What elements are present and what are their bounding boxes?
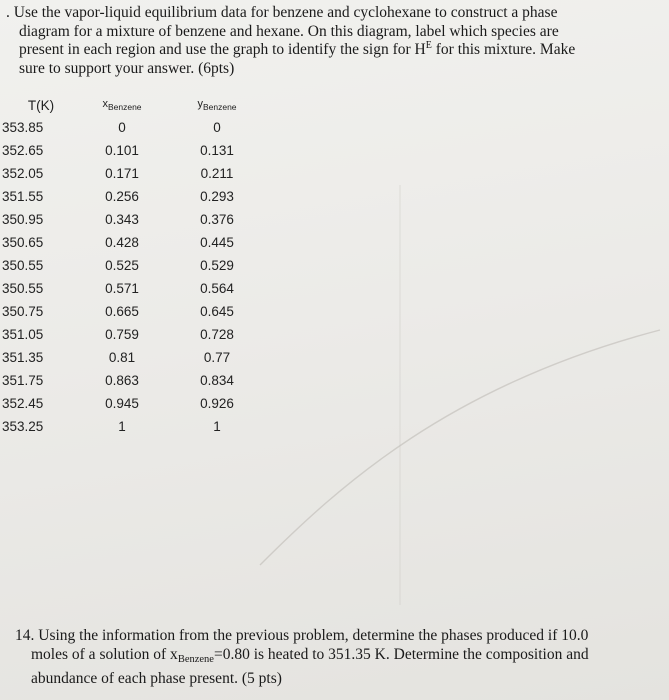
table-row: [2, 392, 270, 415]
cell-y-benzene: 0.564: [200, 281, 234, 296]
cell-x-benzene: 0.171: [105, 166, 139, 181]
cell-x-benzene: 0.759: [105, 327, 139, 342]
table-header-row: [2, 94, 270, 116]
question-13: [6, 4, 656, 78]
cell-x-benzene: 0.428: [105, 235, 139, 250]
cell-y-benzene: 0.211: [200, 166, 234, 181]
table-row: [2, 415, 270, 438]
q14-line-1: 14. Using the information from the previous problem, determine the phases produced if 10.0: [15, 627, 589, 644]
cell-y-benzene: 0.376: [200, 212, 234, 227]
header-x-benzene: [80, 94, 164, 116]
q14-line-2: [15, 646, 655, 670]
cell-x-benzene: 0.525: [105, 258, 139, 273]
q13-line-2: diagram for a mixture of benzene and hexane. On this diagram, label which species are: [19, 22, 559, 40]
cell-y-benzene: 0.77: [203, 350, 231, 365]
cell-x-benzene: 0.256: [105, 189, 139, 204]
q13-line-1: . Use the vapor-liquid equilibrium data for benzene and cyclohexane to construct a phase: [6, 4, 558, 21]
q13-line-4: sure to support your answer. (6pts): [19, 59, 235, 77]
cell-y-benzene: 0.131: [200, 143, 234, 158]
cell-temperature: 350.95: [2, 212, 44, 227]
cell-y-benzene: 0: [213, 120, 221, 135]
cell-y-benzene: 0.293: [200, 189, 234, 204]
cell-x-benzene: 0.665: [105, 304, 139, 319]
cell-y-benzene: 0.645: [200, 304, 234, 319]
cell-temperature: 351.35: [2, 350, 44, 365]
table-row: [2, 369, 270, 392]
cell-temperature: 352.45: [2, 396, 44, 411]
table-row: [2, 231, 270, 254]
header-y-sub: Benzene: [202, 102, 237, 112]
q14-line-2-sub: Benzene: [177, 653, 214, 665]
faint-curve-line: [260, 330, 660, 565]
cell-x-benzene: 1: [118, 419, 126, 434]
header-y-main: y: [197, 98, 203, 110]
cell-x-benzene: 0.101: [105, 143, 139, 158]
cell-y-benzene: 0.728: [200, 327, 234, 342]
cell-temperature: 350.55: [2, 281, 44, 296]
header-temperature: T(K): [27, 97, 55, 113]
cell-temperature: 353.25: [2, 419, 44, 434]
vle-data-table: [2, 94, 270, 438]
q13-line-3-end: for this mixture. Make: [431, 41, 576, 58]
cell-y-benzene: 0.445: [200, 235, 234, 250]
cell-temperature: 353.85: [2, 120, 44, 135]
cell-y-benzene: 1: [213, 419, 221, 434]
cell-y-benzene: 0.529: [200, 258, 234, 273]
faint-background-curve: [250, 185, 669, 605]
q13-line-3-text: present in each region and use the graph to identify the sign for H: [19, 41, 426, 58]
header-x-main: x: [102, 98, 108, 110]
cell-temperature: 350.55: [2, 258, 44, 273]
q14-line-3: abundance of each phase present. (5 pts): [31, 669, 282, 687]
q13-line-3: [6, 41, 656, 60]
table-row: [2, 185, 270, 208]
cell-x-benzene: 0.945: [105, 396, 139, 411]
cell-temperature: 351.75: [2, 373, 44, 388]
table-row: [2, 208, 270, 231]
header-x-sub: Benzene: [107, 102, 142, 112]
cell-x-benzene: 0.571: [105, 281, 139, 296]
cell-x-benzene: 0.343: [105, 212, 139, 227]
table-row: [2, 139, 270, 162]
table-row: [2, 323, 270, 346]
q14-line-2-b: =0.80 is heated to 351.35 K. Determine the composition and: [213, 645, 589, 663]
cell-y-benzene: 0.834: [200, 373, 234, 388]
cell-temperature: 351.55: [2, 189, 44, 204]
header-y-benzene: [164, 94, 270, 116]
table-row: [2, 277, 270, 300]
cell-temperature: 352.65: [2, 143, 44, 158]
cell-x-benzene: 0.81: [108, 350, 136, 365]
question-14: [15, 627, 655, 688]
table-row: [2, 346, 270, 369]
cell-x-benzene: 0.863: [105, 373, 139, 388]
cell-temperature: 350.75: [2, 304, 44, 319]
q14-line-2-a: moles of a solution of x: [31, 645, 178, 663]
cell-y-benzene: 0.926: [200, 396, 234, 411]
cell-temperature: 350.65: [2, 235, 44, 250]
table-row: [2, 300, 270, 323]
excess-enthalpy-superscript: E: [425, 39, 432, 51]
cell-x-benzene: 0: [118, 120, 126, 135]
table-row: [2, 254, 270, 277]
table-row: [2, 116, 270, 139]
cell-temperature: 351.05: [2, 327, 44, 342]
table-body: [2, 116, 270, 438]
table-row: [2, 162, 270, 185]
cell-temperature: 352.05: [2, 166, 44, 181]
